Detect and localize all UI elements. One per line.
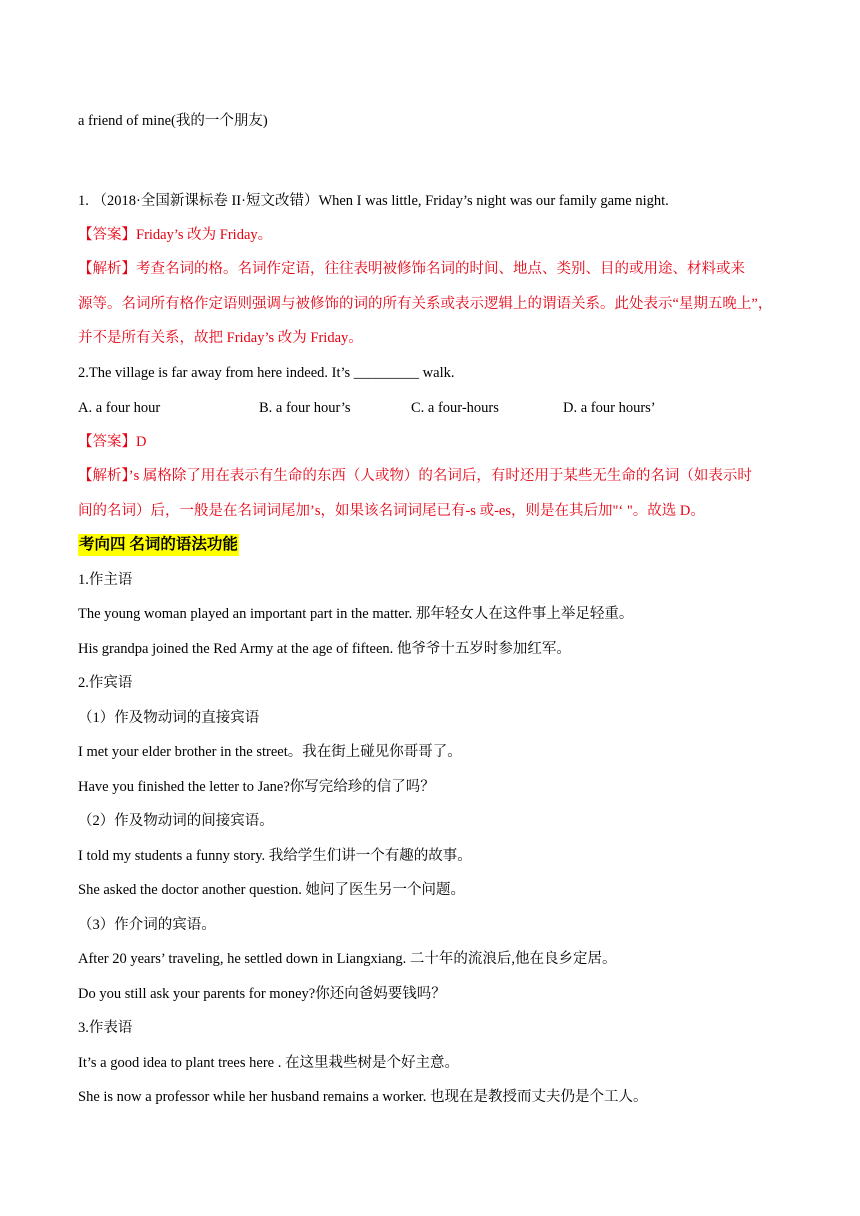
- section-line: （2）作及物动词的间接宾语。: [78, 813, 274, 829]
- section-line: His grandpa joined the Red Army at the age of fifteen. 他爷爷十五岁时参加红军。: [78, 641, 571, 657]
- q2-analysis-line: 【解析】’s 属格除了用在表示有生命的东西（人或物）的名词后，有时还用于某些无生命的名词（如表示时: [78, 468, 752, 484]
- q1-analysis-line: 源等。名词所有格作定语则强调与被修饰的词的所有关系或表示逻辑上的谓语关系。此处表示“星期五晚上”，: [78, 295, 773, 312]
- q1-analysis: [78, 252, 790, 356]
- q2-option-c: C. a four-hours: [411, 400, 499, 416]
- section-line: After 20 years’ traveling, he settled down in Liangxiang. 二十年的流浪后,他在良乡定居。: [78, 951, 617, 967]
- section-line: （3）作介词的宾语。: [78, 917, 216, 933]
- q2-option-d: D. a four hours’: [563, 400, 656, 416]
- section-line: 1.作主语: [78, 572, 133, 588]
- q2-stem: 2.The village is far away from here indeed. It’s _________ walk.: [78, 365, 455, 381]
- q1-analysis-line: 并不是所有关系，故把 Friday’s 改为 Friday。: [78, 330, 363, 346]
- section-line: The young woman played an important part in the matter. 那年轻女人在这件事上举足轻重。: [78, 606, 634, 622]
- section-line: I met your elder brother in the street。我在街上碰见你哥哥了。: [78, 744, 462, 760]
- intro-example: a friend of mine(我的一个朋友): [78, 113, 268, 129]
- q1-answer: 【答案】Friday’s 改为 Friday。: [78, 227, 273, 243]
- section-line: It’s a good idea to plant trees here . 在这里栽些树是个好主意。: [78, 1055, 459, 1071]
- section-line: I told my students a funny story. 我给学生们讲一个有趣的故事。: [78, 848, 472, 864]
- section-line: Have you finished the letter to Jane?你写完给珍的信了吗？: [78, 779, 435, 795]
- section-line: Do you still ask your parents for money?你还向爸妈要钱吗？: [78, 986, 446, 1002]
- section-heading: 考向四 名词的语法功能: [78, 534, 239, 556]
- q1-analysis-line: 【解析】考查名词的格。名词作定语，往往表明被修饰名词的时间、地点、类别、目的或用途、材料或来: [78, 261, 745, 277]
- q1-stem: 1. （2018·全国新课标卷 II·短文改错）When I was little, Friday’s night was our family game night.: [78, 193, 669, 209]
- section-line: 2.作宾语: [78, 675, 133, 691]
- q2-answer: 【答案】D: [78, 434, 147, 450]
- section-line: She asked the doctor another question. 她问了医生另一个问题。: [78, 882, 466, 898]
- q2-analysis-line: 间的名词）后，一般是在名词词尾加’s，如果该名词词尾已有-s 或-es，则是在其后加"‘ "。故选 D。: [78, 502, 705, 519]
- q2-analysis: [78, 459, 790, 528]
- section-line: 3.作表语: [78, 1020, 133, 1036]
- q2-option-b: B. a four hour’s: [259, 400, 351, 416]
- section-line: （1）作及物动词的直接宾语: [78, 710, 260, 726]
- section-line: She is now a professor while her husband remains a worker. 也现在是教授而丈夫仍是个工人。: [78, 1089, 648, 1105]
- q2-option-a: A. a four hour: [78, 400, 161, 416]
